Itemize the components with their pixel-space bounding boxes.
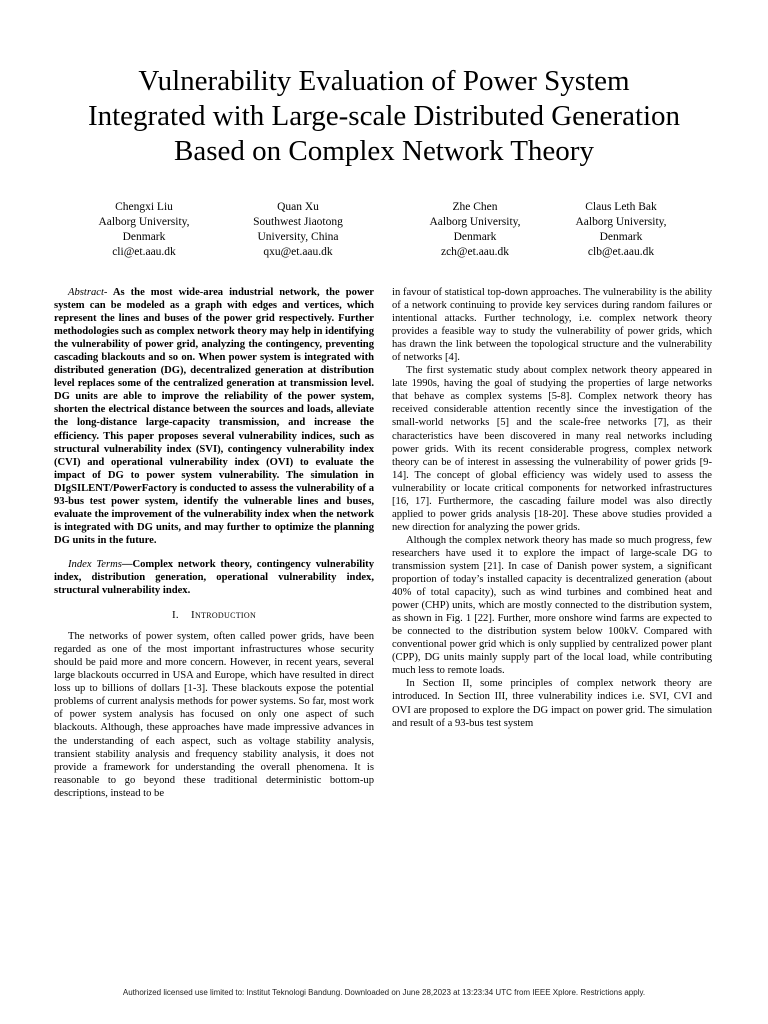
right-column xyxy=(392,286,712,730)
author-block-1 xyxy=(74,200,214,260)
author-email[interactable]: qxu@et.aau.dk xyxy=(263,246,333,258)
abstract-label: Abstract- xyxy=(68,287,108,298)
intro-paragraph-2: The first systematic study about complex network theory appeared in late 1990s, having the goal of studying the properties of large networks that behave as complex systems [5-8]. Complex network theory has received considerable attention recently since the investigation of the small-world networks [5] and the scale-free networks [7], as their characteristics have been discovered in many real networks including power grids. With its recent considerable progress, complex network theory can be of interest in assessing the vulnerability of power grids [9-14]. The concept of global efficiency was widely used to assess the vulnerability or locate critical components for networked infrastructures [16, 17]. Furthermore, the cascading failure model was also directly applied to power grids analysis [18-20]. These above studies provided a new direction for analyzing the power grids. xyxy=(392,365,712,533)
author-name: Claus Leth Bak xyxy=(585,201,657,213)
title-line-3: Based on Complex Network Theory xyxy=(174,135,594,167)
paper-title xyxy=(40,64,728,169)
intro-paragraph-4: In Section II, some principles of complex network theory are introduced. In Section III, three vulnerability indices i.e. SVI, CVI and OVI are proposed to explore the DG impact on power grid. The simulation and result of a 93-bus test system xyxy=(392,678,712,729)
author-affiliation: Aalborg University, xyxy=(575,216,667,228)
section-number: I. xyxy=(171,609,179,622)
section-title: Introduction xyxy=(190,609,257,622)
author-block-2 xyxy=(228,200,368,260)
author-affiliation: University, China xyxy=(257,231,339,243)
author-affiliation: Aalborg University, xyxy=(429,216,521,228)
author-affiliation: Southwest Jiaotong xyxy=(253,216,343,228)
left-column xyxy=(54,286,374,800)
section-heading-introduction xyxy=(54,609,374,622)
abstract xyxy=(54,286,374,547)
abstract-text: As the most wide-area industrial network, the power system can be modeled as a graph with edges and vertices, which represent the lines and buses of the power grid respectively. Further methodologies such as complex network theory may help in identifying the vulnerability of power grid, analyzing the contingency, preventing cascading blackouts and so on. When power system is integrated with distributed generation (DG), decentralized generation at distribution level replaces some of the centralized generation at transmission level. DG units are able to improve the reliability of the power system, shorten the electrical distance between the sources and loads, alleviate the long-distance large-capacity transmission, and increase the efficiency. This paper proposes several vulnerability indices, such as structural vulnerability index (SVI), contingency vulnerability index (CVI) and operational vulnerability index (OVI) to evaluate the impact of DG to power system vulnerability. The simulation in DIgSILENT/PowerFactory is conducted to assess the vulnerability of a 93-bus test power system, identify the vulnerable lines and buses, evaluate the improvement of the vulnerability index when the network is integrated with DG units, and may further to optimize the planning DG units in the future. xyxy=(54,287,374,546)
title-line-2: Integrated with Large-scale Distributed Generation xyxy=(87,100,681,132)
intro-paragraph-1: The networks of power system, often called power grids, have been regarded as one of the most important infrastructures whose security should be paid more and more concern. However, in recent years, several large blackouts occurred in USA and Europe, which have resulted in direct loss up to billions of dollars [1-3]. These blackouts expose the potential problems of current analysis methods for power systems. So far, most work of power system analysis has focused on only one aspect of such blackouts. Although, these approaches have made impressive advances in the understanding of each aspect, such as voltage stability analysis, transient stability analysis and frequency stability analysis, it does not provide a framework for understanding the overall phenomena. It is reasonable to go beyond these traditional deterministic bottom-up descriptions, instead to be xyxy=(54,631,374,799)
author-affiliation: Aalborg University, xyxy=(98,216,190,228)
author-affiliation: Denmark xyxy=(453,231,497,243)
index-terms-label: Index Terms xyxy=(68,558,122,570)
author-name: Quan Xu xyxy=(277,201,319,213)
author-block-4 xyxy=(551,200,691,260)
intro-paragraph-3: Although the complex network theory has made so much progress, few researchers have used it to explore the impact of large-scale DG to transmission system [21]. In case of Danish power system, a significant proportion of today’s installed capacity is decentralized generation (about 40% of total capacity), such as wind turbines and combined heat and power (CHP) units, which are mostly connected to the distribution system, as shown in Fig. 1 [22]. Further, more onshore wind farms are expected to be connected to the distribution system below 100kV. Compared with conventional power grid which is only supplied by centralized power plant (CPP), DG units mainly supply part of the local load, while contributing much less to remote loads. xyxy=(392,534,712,677)
license-footer: Authorized licensed use limited to: Institut Teknologi Bandung. Downloaded on June 28,2023 at 13:23:34 UTC from IEEE Xplore. Restrictions apply. xyxy=(122,988,646,997)
index-terms xyxy=(54,558,374,597)
author-name: Chengxi Liu xyxy=(115,201,173,213)
title-line-1: Vulnerability Evaluation of Power System xyxy=(138,65,630,97)
author-block-3 xyxy=(405,200,545,260)
intro-paragraph-continued: in favour of statistical top-down approaches. The vulnerability is the ability of a network continuing to provide key services during random failures or intentional attacks. Further technology, i.e. complex network theory provides a feasible way to study the vulnerability of power grids, which has drawn the link between the topological structure and the vulnerability of networks [4]. xyxy=(392,287,712,364)
author-email[interactable]: zch@et.aau.dk xyxy=(440,246,510,258)
author-email[interactable]: cli@et.aau.dk xyxy=(112,246,176,258)
index-terms-text: —Complex network theory, contingency vulnerability index, distribution generation, operational vulnerability index, structural vulnerability index. xyxy=(54,558,374,597)
author-email[interactable]: clb@et.aau.dk xyxy=(587,246,655,258)
author-affiliation: Denmark xyxy=(122,231,166,243)
author-affiliation: Denmark xyxy=(599,231,643,243)
author-name: Zhe Chen xyxy=(452,201,498,213)
